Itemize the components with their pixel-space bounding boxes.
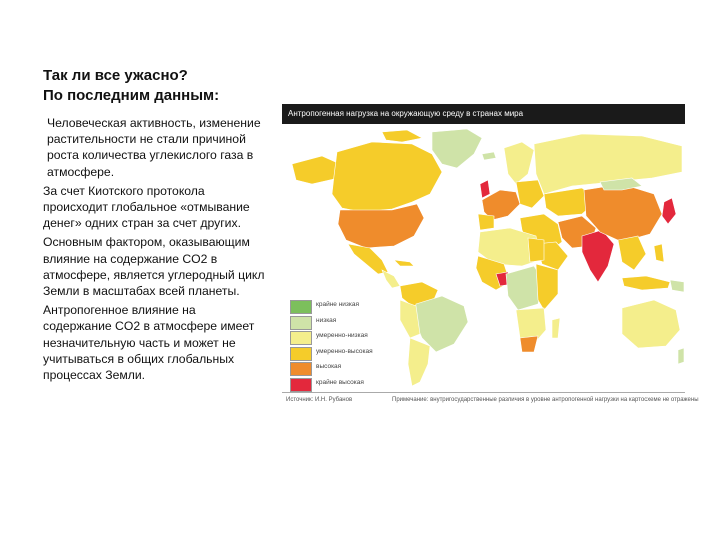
map-south-africa (520, 336, 538, 352)
map-papua (670, 280, 684, 292)
legend-swatch (290, 331, 312, 345)
figure-source: Источник: И.Н. Рубанов (286, 397, 353, 403)
map-alaska (292, 156, 340, 184)
legend-label: умеренно-высокая (316, 347, 373, 355)
map-new-zealand (678, 348, 684, 364)
figure-header: Антропогенная нагрузка на окружающую среду в странах мира (282, 104, 685, 124)
figure-note: Примечание: внутригосударственные различия в уровне антропогенной нагрузки на картосхеме не отражены (392, 397, 699, 403)
legend-swatch (290, 316, 312, 330)
title-line-1: Так ли все ужасно? (43, 67, 188, 84)
slide-title (43, 66, 273, 106)
title-line-2: По последним данным: (43, 87, 220, 104)
map-japan (662, 198, 676, 224)
map-scandinavia (504, 142, 534, 184)
map-egypt (528, 238, 544, 262)
map-philippines (654, 244, 664, 262)
legend-item (290, 300, 380, 316)
paragraph-3: Основным фактором, оказывающим влияние на содержание CO2 в атмосфере, является углеродный цикл Земли в масштабах всей планеты. (43, 235, 265, 299)
world-map (282, 124, 685, 394)
map-legend (290, 300, 380, 393)
map-iberia (478, 214, 494, 230)
legend-swatch (290, 300, 312, 314)
map-canada (332, 142, 442, 212)
legend-swatch (290, 378, 312, 392)
map-southeast-asia (618, 236, 646, 270)
map-usa (338, 204, 424, 248)
paragraph-4: Антропогенное влияние на содержание CO2 в атмосфере имеет незначительную часть и может не учитываться в общих глобальных процессах Земли. (43, 303, 255, 383)
paragraph-2: За счет Киотского протокола происходит глобальное «отмывание денег» одних стран за счет других. (43, 183, 250, 231)
legend-label: крайне низкая (316, 301, 360, 308)
legend-item (290, 331, 380, 347)
map-indonesia (622, 276, 670, 290)
legend-label: умеренно-низкая (316, 332, 368, 339)
map-caribbean (394, 260, 414, 266)
map-mexico (348, 244, 388, 274)
legend-item (290, 347, 380, 363)
body-text (43, 115, 265, 386)
legend-swatch (290, 362, 312, 376)
legend-item (290, 378, 380, 394)
map-central-america (382, 270, 400, 288)
map-australia (622, 300, 680, 348)
map-argentina-chile (408, 338, 430, 386)
paragraph-1: Человеческая активность, изменение растительности не стали причиной роста количества углекислого газа в атмосфере. (47, 116, 261, 179)
legend-item (290, 316, 380, 332)
legend-label: низкая (316, 316, 337, 324)
map-canada-islands (382, 130, 422, 142)
legend-label: высокая (316, 363, 342, 370)
figure-footer (282, 392, 699, 405)
legend-label: крайне высокая (316, 378, 364, 386)
map-uk (480, 180, 490, 198)
world-map-figure (282, 104, 699, 404)
map-madagascar (552, 318, 560, 338)
map-iceland (482, 152, 496, 160)
map-india (582, 230, 614, 282)
legend-swatch (290, 347, 312, 361)
map-greenland (432, 129, 482, 168)
legend-item (290, 362, 380, 378)
map-east-africa (536, 264, 558, 310)
